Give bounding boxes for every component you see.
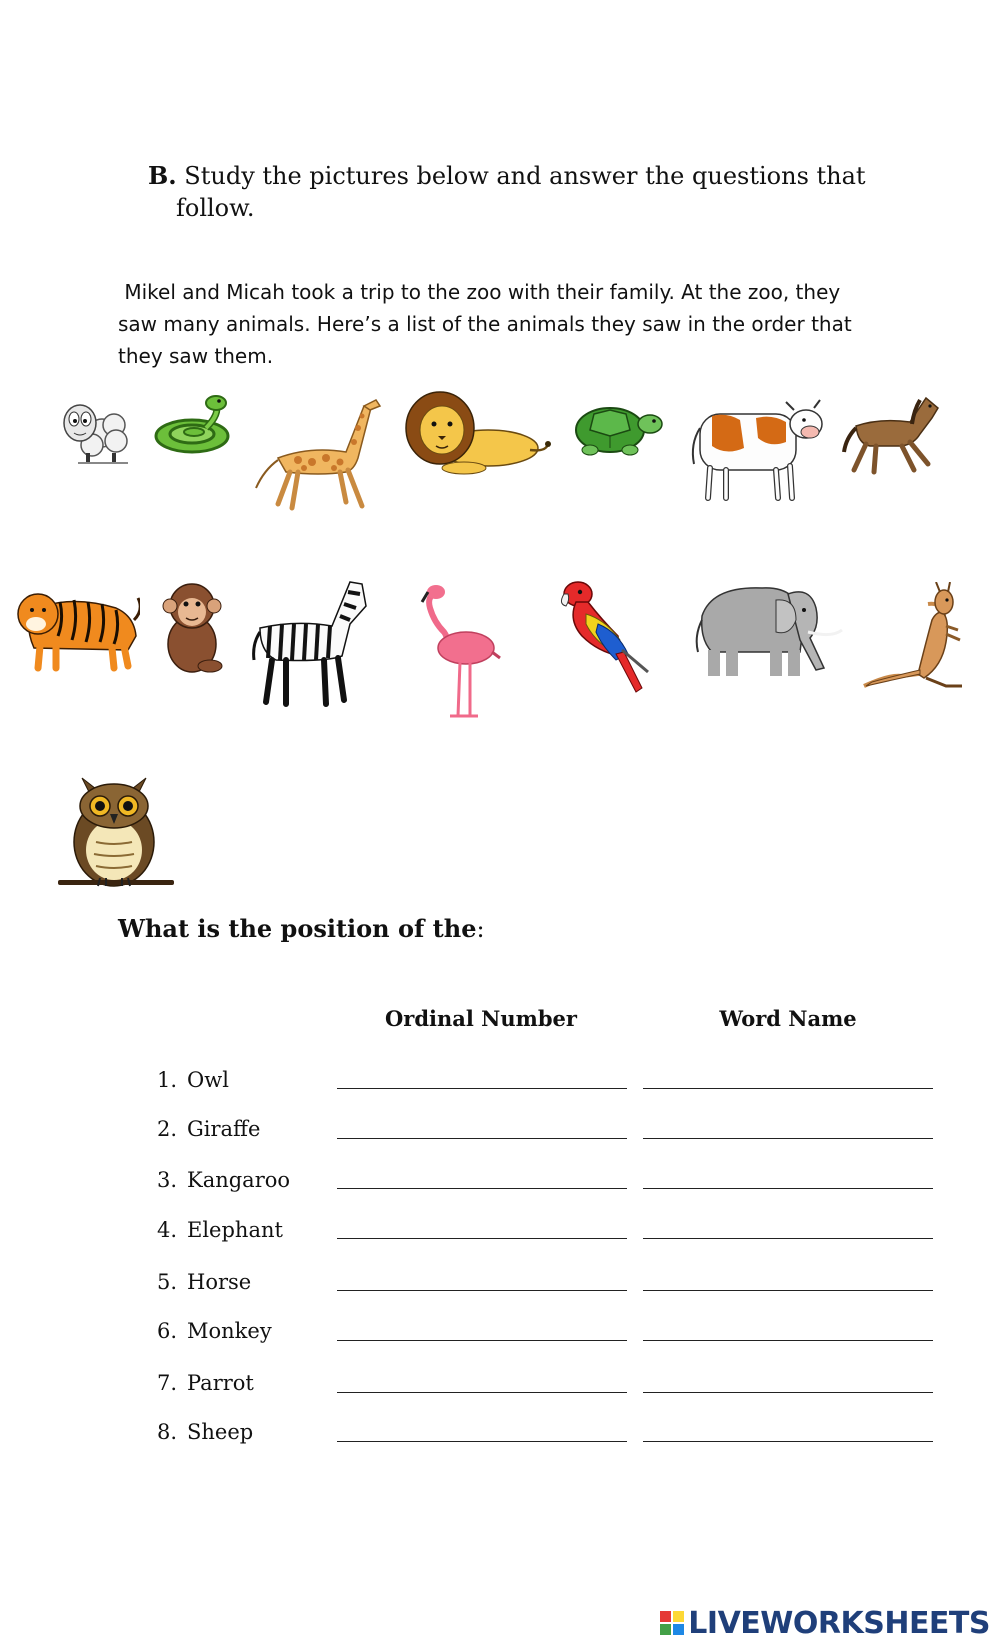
monkey-icon: [160, 580, 230, 678]
logo-text: LIVEWORKSHEETS: [688, 1605, 990, 1641]
owl-icon: [56, 770, 176, 894]
ordinal-number-blank[interactable]: [337, 1088, 627, 1089]
word-name-blank[interactable]: [643, 1188, 933, 1189]
row-label: 1. Owl: [157, 1068, 229, 1092]
row-label: 8. Sheep: [157, 1420, 254, 1444]
ordinal-number-blank[interactable]: [337, 1441, 627, 1442]
row-label: 6. Monkey: [157, 1319, 272, 1343]
elephant-icon: [692, 580, 848, 680]
horse-icon: [840, 390, 944, 476]
question-colon: :: [476, 915, 485, 943]
row-label: 7. Parrot: [157, 1371, 254, 1395]
kangaroo-icon: [862, 582, 974, 694]
column-header-ordinal-number: Ordinal Number: [385, 1006, 577, 1031]
ordinal-number-blank[interactable]: [337, 1138, 627, 1139]
snake-icon: [150, 394, 234, 456]
giraffe-icon: [250, 392, 386, 514]
word-name-blank[interactable]: [643, 1088, 933, 1089]
intro-paragraph: [118, 276, 878, 372]
word-name-blank[interactable]: [643, 1138, 933, 1139]
ordinal-number-blank[interactable]: [337, 1392, 627, 1393]
section-letter: B.: [148, 161, 177, 190]
row-label: 3. Kangaroo: [157, 1168, 291, 1192]
question-heading: [118, 914, 485, 943]
ordinal-number-blank[interactable]: [337, 1290, 627, 1291]
row-label: 2. Giraffe: [157, 1117, 261, 1141]
ordinal-number-blank[interactable]: [337, 1340, 627, 1341]
intro-line-1: Mikel and Micah took a trip to the zoo with their family. At the zoo, they: [118, 280, 841, 304]
instruction-line-1: Study the pictures below and answer the questions that: [184, 162, 866, 190]
tiger-icon: [16, 580, 140, 672]
flamingo-icon: [420, 582, 502, 722]
row-label: 4. Elephant: [157, 1218, 283, 1242]
lion-icon: [404, 388, 552, 480]
cow-icon: [686, 394, 826, 504]
turtle-icon: [570, 400, 664, 458]
word-name-blank[interactable]: [643, 1441, 933, 1442]
sheep-icon: [56, 395, 132, 467]
instruction-line-2: follow.: [176, 194, 255, 222]
parrot-icon: [558, 580, 652, 700]
word-name-blank[interactable]: [643, 1392, 933, 1393]
column-header-word-name: Word Name: [719, 1006, 857, 1031]
ordinal-number-blank[interactable]: [337, 1238, 627, 1239]
zebra-icon: [246, 576, 374, 710]
word-name-blank[interactable]: [643, 1238, 933, 1239]
intro-line-2: saw many animals. Here’s a list of the animals they saw in the order that: [118, 312, 852, 336]
liveworksheets-logo-icon: [660, 1611, 684, 1635]
liveworksheets-logo: [660, 1605, 990, 1641]
question-text: What is the position of the: [118, 914, 477, 943]
intro-line-3: they saw them.: [118, 344, 274, 368]
row-label: 5. Horse: [157, 1270, 252, 1294]
ordinal-number-blank[interactable]: [337, 1188, 627, 1189]
word-name-blank[interactable]: [643, 1340, 933, 1341]
word-name-blank[interactable]: [643, 1290, 933, 1291]
section-heading: [148, 160, 868, 224]
